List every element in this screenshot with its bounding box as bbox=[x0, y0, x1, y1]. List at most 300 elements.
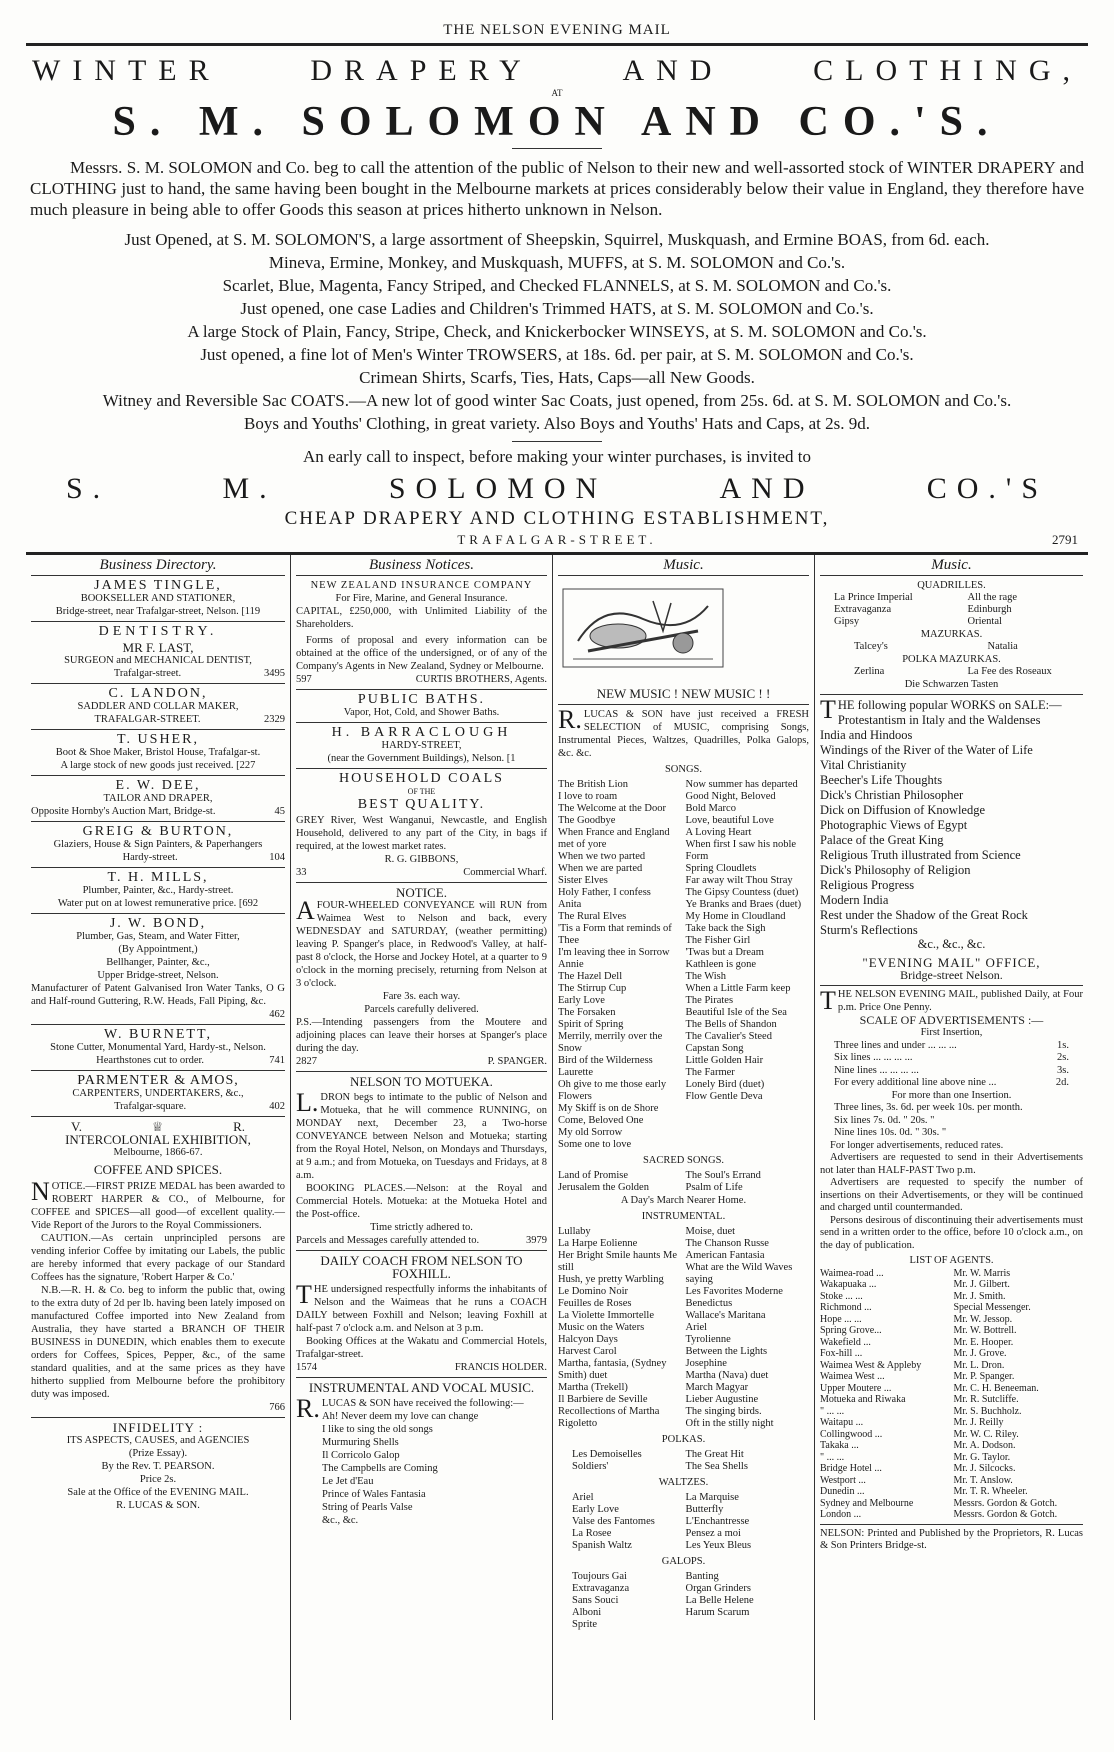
more-insertion: For more than one Insertion. bbox=[891, 1089, 1012, 1101]
agent-cell: Mr. S. Buchholz. bbox=[953, 1405, 1022, 1417]
list-item: &c., &c. bbox=[322, 1515, 359, 1526]
book-seller: R. LUCAS & SON. bbox=[116, 1500, 200, 1511]
list-item: Les Demoiselles bbox=[572, 1449, 642, 1460]
list-item: Land of Promise bbox=[558, 1170, 628, 1181]
list-item: Her Bright Smile haunts Me still bbox=[558, 1250, 677, 1273]
list-item: Photographic Views of Egypt bbox=[820, 818, 968, 832]
list-item: The Campbells are Coming bbox=[322, 1463, 438, 1474]
waltzes-right-column bbox=[686, 1492, 810, 1552]
coals-of: OF THE bbox=[407, 787, 436, 796]
listing-name: W. BURNETT, bbox=[104, 1027, 212, 1042]
listing-number: 1574 bbox=[296, 1362, 317, 1373]
divider bbox=[31, 1116, 285, 1117]
notice-ps: P.S.—Intending passengers from the Moutere and adjoining places can leave their horses at Spanger's place during the day. bbox=[296, 1017, 547, 1054]
divider bbox=[296, 1071, 547, 1072]
street-line bbox=[26, 532, 1088, 548]
list-item: Lonely Bird (duet) bbox=[685, 1079, 765, 1090]
list-item: A Loving Heart bbox=[685, 827, 752, 838]
listing-name: C. LANDON, bbox=[108, 686, 208, 701]
notice-title: NOTICE. bbox=[396, 885, 447, 900]
list-item: Oriental bbox=[967, 616, 1002, 627]
list-item: Le Jet d'Eau bbox=[322, 1476, 374, 1487]
list-item: Martha (Nava) duet bbox=[685, 1370, 769, 1381]
listing-address: TRAFALGAR-STREET. bbox=[94, 714, 201, 725]
scale-heading: SCALE OF ADVERTISEMENTS :— bbox=[859, 1013, 1044, 1027]
listing-number: 402 bbox=[269, 1101, 285, 1112]
list-item: My old Sorrow bbox=[558, 1127, 623, 1138]
rate-row bbox=[834, 1040, 1069, 1053]
list-item: Nine lines 10s. 0d. " 30s. " bbox=[834, 1127, 947, 1138]
agent-cell: Richmond ... bbox=[820, 1302, 872, 1313]
agent-cell: Mr. W. C. Riley. bbox=[953, 1428, 1019, 1440]
advertisers-note: Advertisers are requested to send in their Advertisements not later than HALF-PAST Two p.m. bbox=[820, 1152, 1083, 1176]
agent-cell: Mr. J. Reilly bbox=[953, 1417, 1004, 1428]
list-item: Anita bbox=[558, 899, 582, 910]
list-item: Il Corricolo Galop bbox=[322, 1450, 400, 1461]
listing-footer bbox=[31, 667, 285, 680]
list-item: Rigoletto bbox=[558, 1418, 598, 1429]
list-item: All the rage bbox=[967, 592, 1018, 603]
ad-line: Just opened, one case Ladies and Children's Trimmed HATS, at S. M. SOLOMON and Co.'s. bbox=[240, 299, 874, 318]
agent-cell: Waimea-road ... bbox=[820, 1267, 884, 1279]
coals-quality: BEST QUALITY. bbox=[357, 797, 486, 812]
list-item: Early Love bbox=[558, 995, 605, 1006]
galops-list bbox=[558, 1571, 809, 1631]
divider bbox=[31, 575, 285, 576]
advertisers-note: Advertisers are requested to specify the number of insertions on their Advertisements, or they will be continued and charged until countermanded. bbox=[820, 1177, 1083, 1213]
list-item: Ye Branks and Braes (duet) bbox=[685, 899, 802, 910]
polka-mazurkas-list bbox=[820, 666, 1083, 678]
list-item: American Fantasia bbox=[685, 1250, 765, 1261]
rate-row bbox=[834, 1077, 1069, 1090]
listing-number: 3979 bbox=[526, 1235, 547, 1246]
list-item: Spirit of Spring bbox=[558, 1019, 624, 1030]
list-item: Banting bbox=[685, 1571, 719, 1582]
agent-cell: Mr. W. Marris bbox=[953, 1267, 1011, 1279]
list-item: Take back the Sigh bbox=[685, 923, 766, 934]
list-item: Oh give to me those early Flowers bbox=[558, 1079, 667, 1102]
list-item: Feuilles de Roses bbox=[558, 1298, 632, 1309]
mail-intro: THE NELSON EVENING MAIL, published Daily, at Four p.m. Price One Penny. bbox=[820, 986, 1083, 1015]
list-item: Six lines 7s. 0d. " 20s. " bbox=[834, 1114, 935, 1126]
headline-at: AT bbox=[551, 88, 563, 98]
list-item: L'Enchantresse bbox=[685, 1516, 750, 1527]
main-advertisement bbox=[26, 54, 1088, 548]
divider bbox=[31, 775, 285, 776]
motueka-title: NELSON TO MOTUEKA. bbox=[350, 1074, 493, 1089]
polkas-list bbox=[558, 1449, 809, 1473]
insurance-sub: For Fire, Marine, and General Insurance. bbox=[335, 593, 508, 604]
ad-number: 2791 bbox=[1052, 532, 1078, 547]
rate-row bbox=[834, 1052, 1069, 1065]
list-item: The Gipsy Countess (duet) bbox=[685, 887, 799, 898]
rate-cell: 2s. bbox=[1057, 1052, 1069, 1063]
listing-name: JAMES TINGLE, bbox=[94, 578, 222, 593]
agent-cell: Fox-hill ... bbox=[820, 1348, 863, 1359]
list-item: The British Lion bbox=[558, 779, 628, 790]
ad-line: Just opened, a fine lot of Men's Winter TROWSERS, at 18s. 6d. per pair, at S. M. SOLOMON and Co.'s. bbox=[200, 345, 914, 364]
divider bbox=[558, 575, 809, 576]
list-item: The Rural Elves bbox=[558, 911, 627, 922]
coach-body: THE undersigned respectfully informs the inhabitants of Nelson and the Waimeas that he runs a COACH DAILY between Foxhill and Nelson; leaving Foxhill at half-past 7 o'clock a.m. and Nelson at 3 p.m. bbox=[296, 1280, 547, 1334]
listing-line: Plumber, Gas, Steam, and Water Fitter, bbox=[76, 931, 240, 942]
imprint: NELSON: Printed and Published by the Proprietors, R. Lucas & Son Printers Bridge-st. bbox=[820, 1527, 1083, 1551]
list-item: Harum Scarum bbox=[685, 1607, 750, 1618]
listing-footer bbox=[296, 1361, 547, 1374]
list-item: Beecher's Life Thoughts bbox=[820, 773, 943, 787]
agent-cell: London ... bbox=[820, 1509, 862, 1520]
listing-heading: DENTISTRY. bbox=[98, 624, 218, 639]
baths-sub: Vapor, Hot, Cold, and Shower Baths. bbox=[343, 707, 500, 718]
ad-line: Crimean Shirts, Scarfs, Ties, Hats, Caps—all New Goods. bbox=[359, 368, 755, 387]
exhibition-subhead: COFFEE AND SPICES. bbox=[93, 1162, 223, 1177]
sacred-left-column bbox=[558, 1170, 682, 1194]
agent-cell: Waimea West ... bbox=[820, 1371, 885, 1382]
divider bbox=[296, 575, 547, 576]
list-item: Love, beautiful Love bbox=[685, 815, 774, 826]
music-instruments-illustration bbox=[558, 581, 728, 673]
list-item: Extravaganza bbox=[834, 604, 892, 615]
exhibition-nb: N.B.—R. H. & Co. beg to inform the public that, owing to the extra duty of 2d per lb. having been lately imposed on manufactured Coffee imported into New Zealand from Australia, they have started a BRANCH OF THEIR BUSINESS in DUNEDIN, which enables them to execute orders for Coffees, Spices, Pepper, &c., of the same standard qualities, and at the same prices as they have hitherto supplied from Melbourne before the prohibitory duty was imposed. bbox=[31, 1285, 285, 1400]
street-name: TRAFALGAR-STREET. bbox=[457, 532, 657, 547]
listing-number: 33 bbox=[296, 867, 307, 878]
listing-number: 597 bbox=[296, 674, 312, 685]
agent-cell: Mr. J. Grove. bbox=[953, 1348, 1007, 1359]
list-item: The singing birds. bbox=[685, 1406, 762, 1417]
list-item: The Welcome at the Door bbox=[558, 803, 667, 814]
instrumental-list bbox=[296, 1410, 547, 1527]
list-item: Jerusalem the Golden bbox=[558, 1182, 649, 1193]
divider bbox=[820, 985, 1083, 986]
agent-cell: Dunedin ... bbox=[820, 1486, 865, 1497]
list-item: The Wish bbox=[685, 971, 727, 982]
list-item: Hush, ye pretty Warbling bbox=[558, 1274, 664, 1285]
listing-name: E. W. DEE, bbox=[115, 778, 201, 793]
list-item: Merrily, merrily over the Snow bbox=[558, 1031, 663, 1054]
list-item: Flow Gentle Deva bbox=[685, 1091, 763, 1102]
rates-note: For longer advertisements, reduced rates. bbox=[830, 1139, 1004, 1151]
masthead-rule bbox=[26, 43, 1088, 46]
list-item: Die Schwarzen Tasten bbox=[904, 679, 999, 690]
exhibition-caution: CAUTION.—As certain unprincipled persons are vending inferior Coffee by imitating our Labels, the public are hereby informed that every package of our Standard Coffees has the signature, 'Robert Harper & Co.' bbox=[31, 1233, 285, 1283]
divider bbox=[820, 575, 1083, 576]
list-item: Now summer has departed bbox=[685, 779, 798, 790]
listing-number: 2827 bbox=[296, 1056, 317, 1067]
polka-mazurkas-left-column bbox=[820, 666, 950, 678]
agent-cell: Messrs. Gordon & Gotch. bbox=[953, 1497, 1058, 1509]
column-business-notices bbox=[290, 555, 552, 1720]
section-heading: POLKA MAZURKAS. bbox=[902, 654, 1001, 665]
divider bbox=[296, 882, 547, 883]
instrumental-right-column bbox=[686, 1226, 810, 1430]
insurance-agent: CURTIS BROTHERS, Agents. bbox=[415, 674, 547, 685]
listing-trade: SURGEON and MECHANICAL DENTIST, bbox=[64, 655, 252, 666]
list-item: Edinburgh bbox=[967, 604, 1012, 615]
list-item: Vital Christianity bbox=[820, 758, 907, 772]
notice-body: AFOUR-WHEELED CONVEYANCE will RUN from Waimea West to Nelson and back, every WEDNESDAY and SATURDAY, (weather permitting) leaving P. Spanger's place, in Redwood's Valley, at half-past 8 o'clock, the Horse and Jockey Hotel, at a quarter to 9 o'clock in the morning precisely, returning from Nelson at 3 o'clock. bbox=[296, 896, 547, 989]
list-item: When we are parted bbox=[558, 863, 643, 874]
coals-name: R. G. GIBBONS, bbox=[384, 854, 459, 865]
list-item: Dick on Diffusion of Knowledge bbox=[820, 803, 986, 817]
songs-right-column bbox=[686, 779, 810, 1151]
list-item: Religious Progress bbox=[820, 878, 915, 892]
ad-line: Scarlet, Blue, Magenta, Fancy Striped, and Checked FLANNELS, at S. M. SOLOMON and Co.'s. bbox=[222, 276, 892, 295]
list-item: Religious Truth illustrated from Science bbox=[820, 848, 1021, 862]
list-item: The Pirates bbox=[685, 995, 734, 1006]
polkas-left-column bbox=[558, 1449, 682, 1473]
notice-name: P. SPANGER. bbox=[487, 1056, 547, 1067]
list-item: I love to roam bbox=[558, 791, 618, 802]
listing-address: Hardy-street. bbox=[122, 852, 178, 863]
divider bbox=[296, 1377, 547, 1378]
listing-name: MR F. LAST, bbox=[122, 640, 194, 655]
coach-booking: Booking Offices at the Wakatu and Commercial Hotels, Trafalgar-street. bbox=[296, 1336, 547, 1360]
column-heading: Business Directory. bbox=[99, 557, 217, 573]
ad-line: Mineva, Ermine, Monkey, and Muskquash, MUFFS, at S. M. SOLOMON and Co.'s. bbox=[268, 253, 846, 272]
list-item: String of Pearls Valse bbox=[322, 1502, 413, 1513]
agent-cell: Sydney and Melbourne bbox=[820, 1497, 914, 1509]
agent-cell: Bridge Hotel ... bbox=[820, 1463, 882, 1474]
listing-name: J. W. BOND, bbox=[109, 916, 207, 931]
list-item: The Bells of Shandon bbox=[685, 1019, 777, 1030]
instrumental-body: R.LUCAS & SON have received the following:— bbox=[296, 1394, 524, 1423]
divider bbox=[512, 148, 602, 149]
cipher-v: V. bbox=[71, 1119, 82, 1134]
list-item: What are the Wild Waves saying bbox=[685, 1262, 793, 1285]
insurance-title: NEW ZEALAND INSURANCE COMPANY bbox=[310, 580, 533, 591]
ad-line: A large Stock of Plain, Fancy, Stripe, Check, and Knickerbocker WINSEYS, at S. M. SOLOMON and Co.'s. bbox=[187, 322, 927, 341]
divider bbox=[31, 913, 285, 914]
columns bbox=[26, 552, 1088, 1720]
book-subtitle: ITS ASPECTS, CAUSES, and AGENCIES bbox=[66, 1435, 250, 1446]
list-item: Pensez a moi bbox=[685, 1528, 741, 1539]
rates-table bbox=[820, 1040, 1083, 1090]
list-item: The Stirrup Cup bbox=[558, 983, 627, 994]
works-etc: &c., &c., &c. bbox=[917, 937, 986, 951]
list-item: India and Hindoos bbox=[820, 728, 913, 742]
list-item: Wallace's Maritana bbox=[685, 1310, 766, 1321]
listing-name: PARMENTER & AMOS, bbox=[77, 1073, 239, 1088]
coals-addr: Commercial Wharf. bbox=[463, 867, 547, 878]
list-item: A Day's March Nearer Home. bbox=[620, 1195, 747, 1206]
listing-line: Manufacturer of Patent Galvanised Iron Water Tanks, O G and Half-round Guttering, R.W. Heads, Fall Piping, &c. bbox=[31, 983, 285, 1007]
divider bbox=[296, 722, 547, 723]
list-item: Ariel bbox=[685, 1322, 708, 1333]
list-item: The Cavalier's Steed bbox=[685, 1031, 772, 1042]
listing-trade: BOOKSELLER AND STATIONER, bbox=[80, 593, 236, 604]
list-item: Extravaganza bbox=[572, 1583, 630, 1594]
office-name: "EVENING MAIL" OFFICE, bbox=[862, 955, 1041, 970]
book-essay: (Prize Essay). bbox=[128, 1448, 188, 1459]
rates-table-2 bbox=[820, 1102, 1083, 1140]
list-item: Sans Souci bbox=[572, 1595, 619, 1606]
agent-cell: Upper Moutere ... bbox=[820, 1382, 892, 1394]
list-item: When first I saw his noble Form bbox=[685, 839, 797, 862]
cipher-r: R. bbox=[233, 1119, 245, 1134]
list-item: Organ Grinders bbox=[685, 1583, 751, 1594]
listing-trade: Plumber, Painter, &c., Hardy-street. bbox=[82, 885, 234, 896]
listing-number: 3495 bbox=[264, 668, 285, 679]
list-item: Holy Father, I confess bbox=[558, 887, 651, 898]
list-item: La Harpe Eolienne bbox=[558, 1238, 638, 1249]
list-item: The Hazel Dell bbox=[558, 971, 623, 982]
headline-word: CLOTHING, bbox=[813, 54, 1082, 87]
quadrilles-list bbox=[820, 592, 1083, 628]
listing-trade: Glaziers, House & Sign Painters, & Paperhangers bbox=[53, 839, 263, 850]
list-item: Between the Lights bbox=[685, 1346, 768, 1357]
divider bbox=[31, 1024, 285, 1025]
listing-number: 2329 bbox=[263, 714, 285, 725]
barraclough-addr: (near the Government Buildings), Nelson. [1 bbox=[327, 753, 516, 764]
agent-cell: Mr. A. Dodson. bbox=[953, 1440, 1016, 1451]
column-music bbox=[552, 555, 814, 1720]
list-item: Ariel bbox=[572, 1492, 594, 1503]
book-price: Price 2s. bbox=[139, 1474, 177, 1485]
ad-invite: An early call to inspect, before making your winter purchases, is invited to bbox=[303, 447, 811, 466]
list-item: Far away wilt Thou Stray bbox=[685, 875, 793, 886]
listing-trade: Stone Cutter, Monumental Yard, Hardy-st., Nelson. bbox=[50, 1042, 266, 1053]
music-intro: R.LUCAS & SON have just received a FRESH SELECTION of MUSIC, comprising Songs, Instrumental Pieces, Waltzes, Quadrilles, Polka Galops, &c. &c. bbox=[558, 705, 809, 759]
headline-word: WINTER bbox=[32, 54, 221, 87]
advertisers-note: Persons desirous of discontinuing their advertisements must send in a written order to the office, before 10 o'clock a.m., on the day of publication. bbox=[820, 1214, 1083, 1251]
column-business-directory bbox=[26, 555, 290, 1720]
main-ad-headline bbox=[32, 54, 1082, 88]
first-insertion: First Insertion, bbox=[920, 1027, 983, 1038]
list-item: Three lines, 3s. 6d. per week 10s. per month. bbox=[834, 1102, 1023, 1113]
list-item: When a Little Farm keep bbox=[685, 983, 791, 994]
list-item: Spring Cloudlets bbox=[685, 863, 757, 874]
book-sale: Sale at the Office of the EVENING MAIL. bbox=[67, 1487, 249, 1498]
agent-cell: Messrs. Gordon & Gotch. bbox=[953, 1509, 1058, 1520]
list-item: Dick's Philosophy of Religion bbox=[820, 863, 971, 877]
list-item: Palace of the Great King bbox=[820, 833, 944, 847]
listing-line: Bellhanger, Painter, &c., bbox=[106, 957, 210, 968]
section-heading: MAZURKAS. bbox=[920, 629, 983, 640]
list-item: When we two parted bbox=[558, 851, 646, 862]
waltzes-list bbox=[558, 1492, 809, 1552]
list-item: Spanish Waltz bbox=[572, 1540, 632, 1551]
agent-cell: Mr. J. Smith. bbox=[953, 1290, 1006, 1302]
agent-cell: Mr. W. Bottrell. bbox=[953, 1325, 1017, 1336]
divider bbox=[820, 694, 1083, 695]
waltzes-left-column bbox=[558, 1492, 682, 1552]
divider bbox=[512, 441, 602, 442]
list-item: Benedictus bbox=[685, 1298, 733, 1309]
listing-address: Opposite Hornby's Auction Mart, Bridge-st. bbox=[31, 806, 216, 817]
divider bbox=[31, 867, 285, 868]
notice-parcels: Parcels carefully delivered. bbox=[364, 1004, 479, 1015]
firm-word: AND bbox=[719, 472, 815, 505]
list-item: Modern India bbox=[820, 893, 889, 907]
list-item: La Violette Immortelle bbox=[558, 1310, 654, 1321]
listing-address: Trafalgar-street. bbox=[113, 668, 182, 679]
agent-cell: Mr. C. H. Beneeman. bbox=[953, 1382, 1039, 1394]
list-item: Protestantism in Italy and the Waldenses bbox=[837, 713, 1041, 727]
listing-line: (By Appointment,) bbox=[118, 944, 198, 955]
galops-left-column bbox=[558, 1571, 682, 1631]
mazurkas-left-column bbox=[820, 641, 950, 653]
list-item: Music on the Waters bbox=[558, 1322, 645, 1333]
list-item: Toujours Gai bbox=[572, 1571, 627, 1582]
list-item: Murmuring Shells bbox=[322, 1437, 399, 1448]
agent-cell: Wakefield ... bbox=[820, 1336, 871, 1348]
section-heading: QUADRILLES. bbox=[917, 580, 986, 591]
list-item: The Forsaken bbox=[558, 1007, 616, 1018]
main-ad-intro: Messrs. S. M. SOLOMON and Co. beg to call the attention of the public of Nelson to their new and well-assorted stock of WINTER DRAPERY and CLOTHING just to hand, the same having been bought in the Melbourne markets at prices considerably below their value in England, they therefore have much pleasure in being able to offer Goods this season at prices hitherto unknown in Nelson. bbox=[30, 158, 1084, 219]
headline-word: AND bbox=[622, 54, 724, 87]
list-item: Harvest Carol bbox=[558, 1346, 617, 1357]
listing-name: T. USHER, bbox=[117, 732, 199, 747]
section-heading: SONGS. bbox=[664, 764, 703, 775]
divider bbox=[31, 1070, 285, 1071]
list-item: La Fee des Roseaux bbox=[967, 666, 1052, 677]
agent-cell: Mr. J. Gilbert. bbox=[953, 1279, 1010, 1290]
crown-icon: ♕ bbox=[151, 1119, 164, 1134]
agent-cell: Mr. G. Taylor. bbox=[953, 1451, 1011, 1463]
list-item: Sister Elves bbox=[558, 875, 608, 886]
agent-cell: Motueka and Riwaka bbox=[820, 1394, 906, 1405]
list-item: Valse des Fantomes bbox=[572, 1516, 655, 1527]
listing-footer bbox=[31, 851, 285, 864]
instrumental-left-column bbox=[558, 1226, 682, 1430]
list-item: The Fisher Girl bbox=[685, 935, 751, 946]
column-music-2 bbox=[814, 555, 1088, 1720]
works-intro: THE following popular WORKS on SALE:— bbox=[820, 695, 1062, 724]
list-item: Kathleen is gone bbox=[685, 959, 757, 970]
divider bbox=[31, 683, 285, 684]
list-item: The Chanson Russe bbox=[685, 1238, 769, 1249]
agent-cell: Mr. J. Silcocks. bbox=[953, 1463, 1016, 1474]
list-item: Le Domino Noir bbox=[558, 1286, 628, 1297]
listing-trade: Boot & Shoe Maker, Bristol House, Trafalgar-st. bbox=[55, 747, 261, 758]
listing-note: Hearthstones cut to order. bbox=[96, 1055, 205, 1066]
listing-number: 766 bbox=[269, 1402, 285, 1413]
rate-cell: Three lines and under ... ... ... bbox=[834, 1039, 957, 1051]
rate-cell: For every additional line above nine ... bbox=[834, 1077, 997, 1088]
list-item: Josephine bbox=[685, 1358, 727, 1369]
ad-line: Just Opened, at S. M. SOLOMON'S, a large assortment of Sheepskin, Squirrel, Muskquash, and Ermine BOAS, from 6d. each. bbox=[124, 230, 990, 249]
list-item: 'Tis a Form that reminds of Thee bbox=[558, 923, 672, 946]
list-item: I like to sing the old songs bbox=[322, 1424, 433, 1435]
works-list bbox=[820, 713, 1083, 938]
agent-cell: " ... ... bbox=[820, 1451, 845, 1463]
list-item: March Magyar bbox=[685, 1382, 749, 1393]
list-item: Zerlina bbox=[854, 666, 885, 677]
agent-cell: Mr. L. Dron. bbox=[953, 1359, 1005, 1371]
divider bbox=[296, 689, 547, 690]
polka-mazurkas-right-column bbox=[954, 666, 1084, 678]
list-item: Psalm of Life bbox=[685, 1182, 743, 1193]
listing-footer bbox=[296, 866, 547, 879]
list-item: Come, Beloved One bbox=[558, 1115, 644, 1126]
list-item: Windings of the River of the Water of Life bbox=[820, 743, 1033, 757]
sacred-right-column bbox=[686, 1170, 810, 1194]
motueka-parcels: Parcels and Messages carefully attended to. bbox=[296, 1235, 480, 1246]
section-heading: WALTZES. bbox=[658, 1477, 709, 1488]
agent-cell: Westport ... bbox=[820, 1474, 866, 1486]
rate-cell: Nine lines ... ... ... ... bbox=[834, 1064, 919, 1076]
column-heading: Music. bbox=[663, 557, 704, 573]
book-author: By the Rev. T. PEARSON. bbox=[101, 1461, 215, 1472]
column-heading: Music. bbox=[931, 557, 972, 573]
list-item: Moise, duet bbox=[685, 1226, 736, 1237]
coach-title: DAILY COACH FROM NELSON TO FOXHILL. bbox=[320, 1253, 523, 1281]
divider bbox=[31, 729, 285, 730]
list-item: La Prince Imperial bbox=[834, 592, 913, 603]
list-item: Little Golden Hair bbox=[685, 1055, 764, 1066]
list-item: Lieber Augustine bbox=[685, 1394, 759, 1405]
new-music-heading: NEW MUSIC ! NEW MUSIC ! ! bbox=[596, 686, 771, 701]
